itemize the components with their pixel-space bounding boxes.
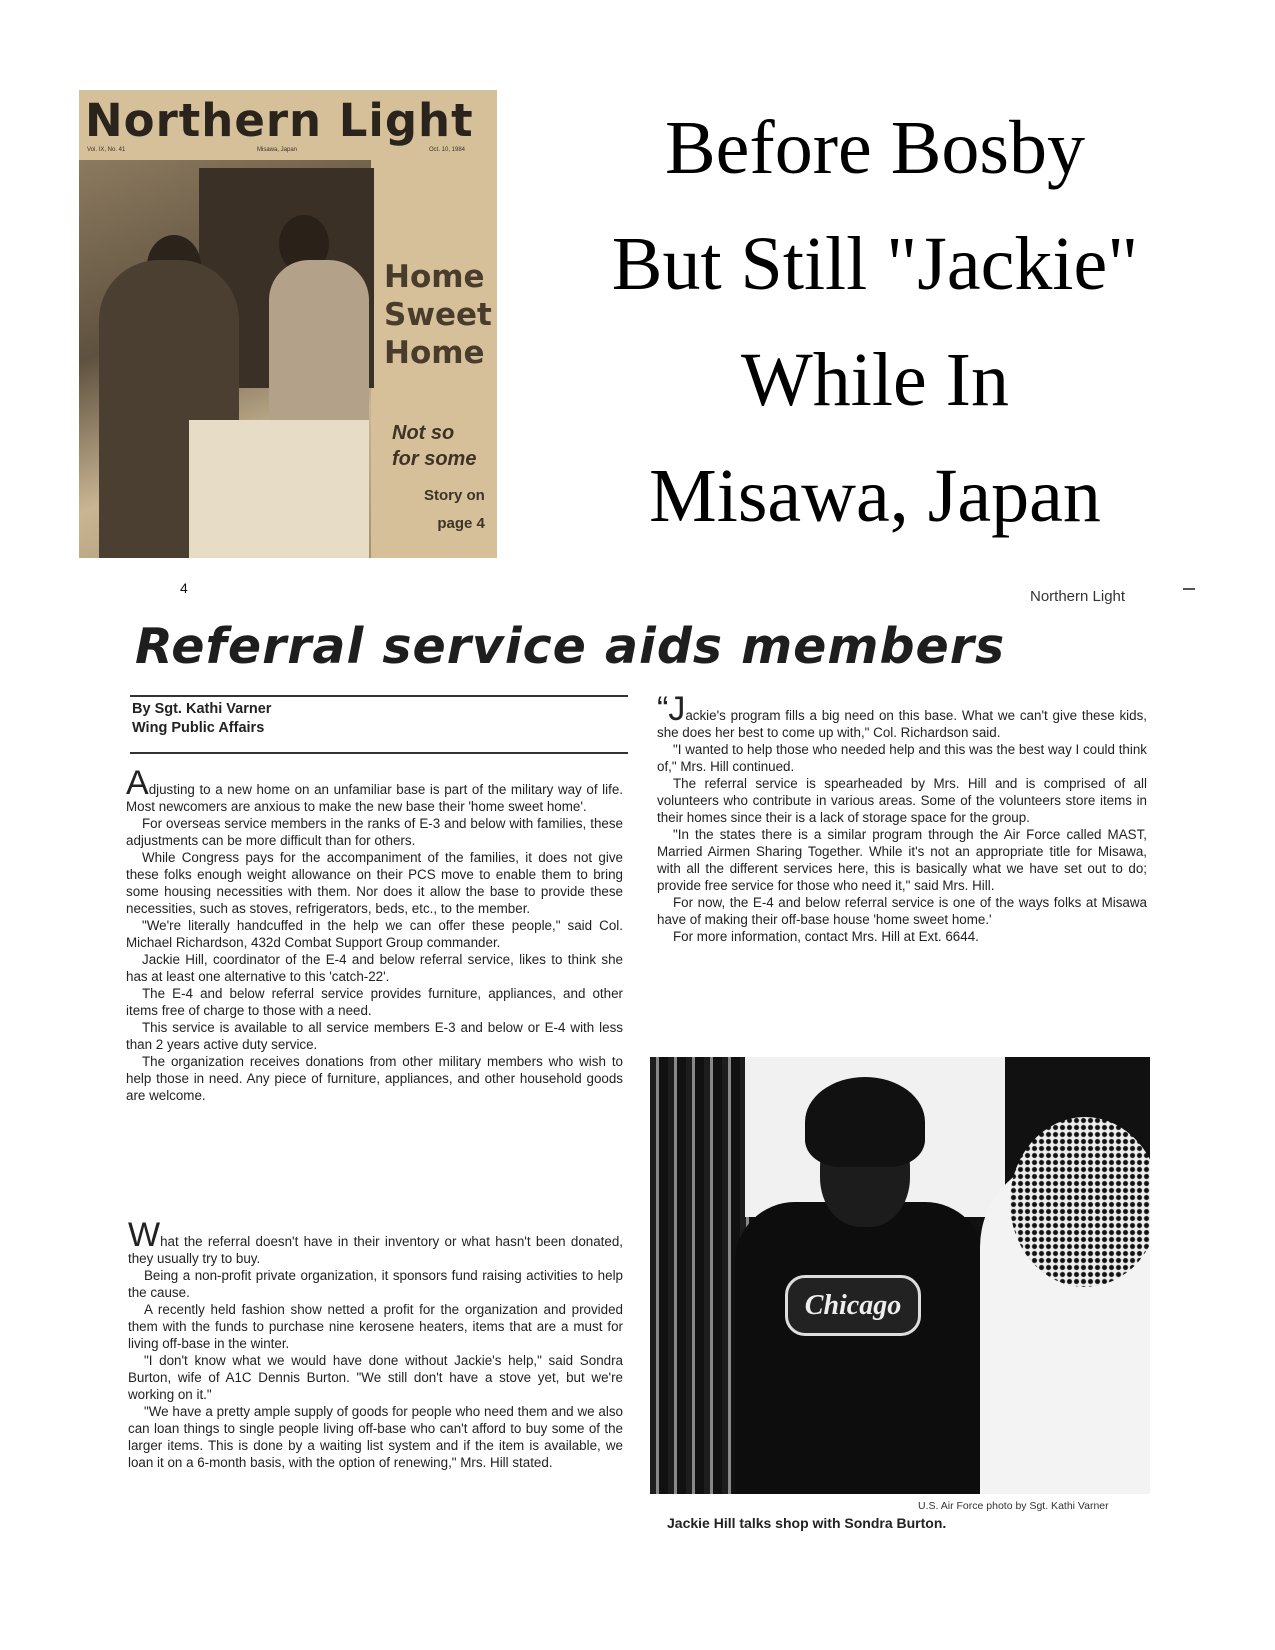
- cover-headline: [384, 258, 492, 372]
- article-headline: Referral service aids members: [135, 618, 1006, 675]
- masthead-location: Misawa, Japan: [257, 147, 298, 153]
- byline-bottom-rule: [130, 752, 628, 754]
- article-paragraph: For overseas service members in the ranks of E-3 and below with families, these adjustments can be more difficult than for others.: [126, 816, 623, 848]
- cover-headline-line: Home: [384, 259, 485, 295]
- byline-top-rule: [130, 695, 628, 697]
- photo-caption: Jackie Hill talks shop with Sondra Burton.: [667, 1515, 947, 1531]
- margin-mark: [1183, 588, 1195, 590]
- article-paragraph: While Congress pays for the accompaniment of the families, it does not give these folks enough weight allowance on their PCS move to enable them to bring some housing necessities with them. Nor does it allow the base to provide these necessities, such as stoves, refrigerators, beds, etc., to the member.: [126, 850, 623, 916]
- article-paragraph: "We have a pretty ample supply of goods for people who need them and we also can loan things to single people living off-base who can't afford to buy some of the larger items. This is done by a waiting list system and if the item is available, we loan it on a 6-month basis, with the option of renewing," Mrs. Hill stated.: [128, 1404, 623, 1470]
- page-title-line: Before Bosby: [664, 106, 1086, 190]
- article-paragraph: Jackie Hill, coordinator of the E-4 and below referral service, likes to think she has at least one alternative to this 'catch-22'.: [126, 952, 623, 984]
- article-photo: [650, 1057, 1150, 1494]
- front-page-clipping: [79, 90, 497, 558]
- article-paragraph: "We're literally handcuffed in the help we can offer these people," said Col. Michael Richardson, 432d Combat Support Group commander.: [126, 918, 623, 950]
- article-paragraph: For now, the E-4 and below referral service is one of the ways folks at Misawa have of making their off-base house 'home sweet home.': [657, 895, 1147, 927]
- byline: [132, 700, 271, 738]
- article-paragraph: [126, 764, 623, 815]
- cover-photo-appliance: [189, 420, 369, 558]
- article-paragraph: The referral service is spearheaded by Mrs. Hill and is comprised of all volunteers who contribute in various areas. Some of the volunteers store items in their homes since their is a lack of storage space for the group.: [657, 776, 1147, 825]
- masthead: Northern Light: [85, 94, 474, 147]
- cover-headline-line: Sweet: [384, 297, 492, 333]
- drop-cap: “J: [657, 690, 686, 728]
- cover-headline-line: Home: [384, 335, 485, 371]
- article-paragraph: [128, 1216, 623, 1267]
- article-paragraph: For more information, contact Mrs. Hill at Ext. 6644.: [673, 929, 979, 944]
- page-title-line: But Still "Jackie": [611, 222, 1139, 306]
- article-paragraph: "In the states there is a similar program through the Air Force called MAST, Married Airmen Sharing Together. While it's not an appropriate title for Misawa, with all the different services here, this is basically what we have set out to do; provide free service for those who need it," said Mrs. Hill.: [657, 827, 1147, 893]
- article-paragraph: This service is available to all service members E-3 and below or E-4 with less than 2 years active duty service.: [126, 1020, 623, 1052]
- article-column-right: [657, 690, 1147, 945]
- paper-name: Northern Light: [1030, 588, 1126, 605]
- article-paragraph: The E-4 and below referral service provides furniture, appliances, and other items free of charge to those with a need.: [126, 986, 623, 1018]
- article-paragraph: Being a non-profit private organization, it sponsors fund raising activities to help the cause.: [128, 1268, 623, 1300]
- page-title-line: Misawa, Japan: [649, 454, 1101, 538]
- article-paragraph: "I don't know what we would have done without Jackie's help," said Sondra Burton, wife of A1C Dennis Burton. "We still don't have a stove yet, but we're working on it.": [128, 1353, 623, 1402]
- drop-cap: W: [128, 1216, 161, 1254]
- masthead-date: Oct. 10, 1984: [429, 147, 466, 153]
- cover-subhead-line: for some: [392, 448, 477, 470]
- paragraph-text: hat the referral doesn't have in their inventory or what hasn't been donated, they usually try to buy.: [128, 1234, 623, 1266]
- byline-author: By Sgt. Kathi Varner: [132, 701, 272, 717]
- page-title-line: While In: [740, 338, 1009, 422]
- cover-story-line: Story on: [424, 487, 485, 504]
- cover-subhead: [392, 420, 476, 472]
- photo-person-shirt: [735, 1202, 985, 1494]
- article-paragraph: A recently held fashion show netted a profit for the organization and provided them with the funds to purchase nine kerosene heaters, items that are a must for living off-base in the winter.: [128, 1302, 623, 1351]
- photo-person-hair: [805, 1077, 925, 1167]
- cover-story-ref: [424, 482, 485, 538]
- masthead-volume: Vol. IX, No. 41: [87, 147, 126, 153]
- cover-story-line: page 4: [437, 515, 485, 532]
- article-column-left: [126, 764, 623, 1104]
- article-column-left-continued: [128, 1216, 623, 1471]
- paragraph-text: ackie's program fills a big need on this base. What we can't give these kids, she does her best to come up with," Col. Richardson said.: [657, 708, 1147, 740]
- photo-shirt-logo: Chicago: [785, 1275, 921, 1336]
- article-paragraph: The organization receives donations from other military members who wish to help those in need. Any piece of furniture, appliances, and other household goods are welcome.: [126, 1054, 623, 1103]
- page-number: 4: [180, 580, 188, 596]
- drop-cap: A: [126, 764, 149, 802]
- article-paragraph: [657, 690, 1147, 741]
- cover-subhead-line: Not so: [392, 422, 455, 444]
- paragraph-text: djusting to a new home on an unfamiliar base is part of the military way of life. Most newcomers are anxious to make the new base their 'home sweet home'.: [126, 782, 623, 814]
- photo-credit: U.S. Air Force photo by Sgt. Kathi Varner: [918, 1500, 1109, 1512]
- byline-department: Wing Public Affairs: [132, 720, 265, 736]
- article-paragraph: "I wanted to help those who needed help and this was the best way I could think of," Mrs. Hill continued.: [657, 742, 1147, 774]
- photo-second-person-hair: [1010, 1117, 1150, 1287]
- page-title: [520, 90, 1230, 554]
